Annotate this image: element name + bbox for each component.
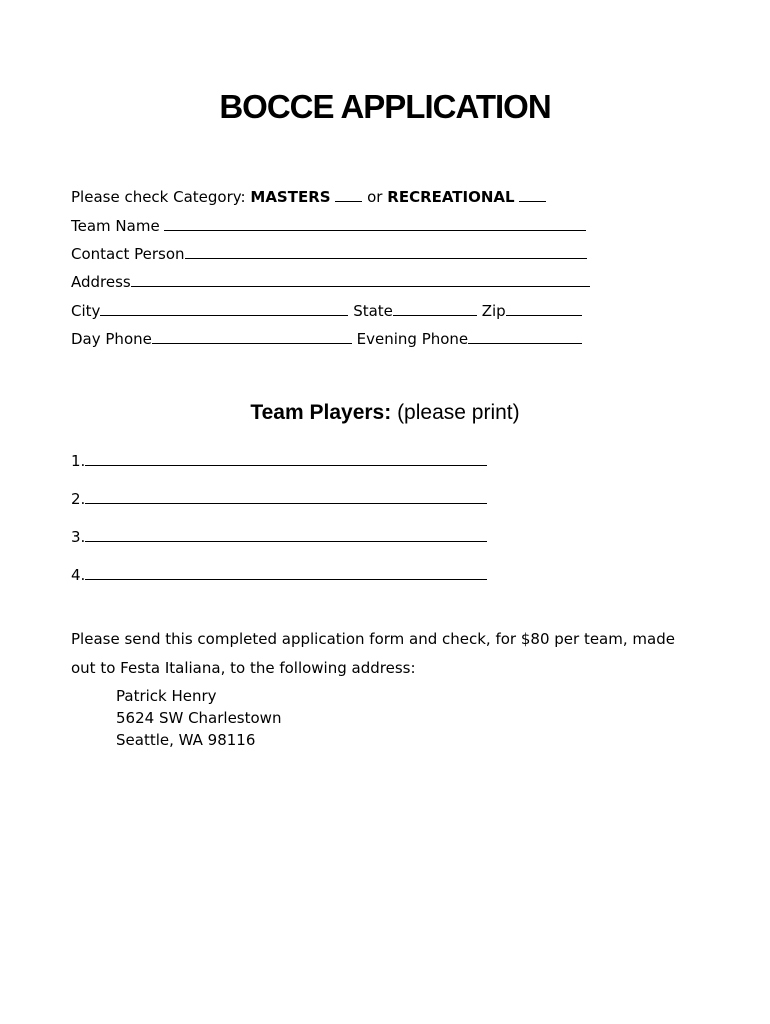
- player-row: [71, 489, 487, 509]
- contact-person-label: Contact Person: [71, 245, 185, 263]
- state-field[interactable]: [393, 302, 477, 316]
- category-row: [71, 187, 546, 207]
- players-heading-bold: Team Players:: [250, 401, 392, 424]
- category-prompt: Please check Category:: [71, 188, 246, 206]
- contact-person-field[interactable]: [185, 245, 587, 259]
- evening-phone-label: Evening Phone: [356, 330, 469, 348]
- player-field[interactable]: [85, 528, 487, 542]
- masters-check-blank[interactable]: [335, 188, 362, 202]
- page-title: BOCCE APPLICATION: [219, 88, 551, 125]
- player-field[interactable]: [85, 566, 487, 580]
- player-number: 1.: [71, 452, 86, 470]
- players-heading: [0, 401, 770, 425]
- city-field[interactable]: [100, 302, 348, 316]
- or-label: or: [367, 188, 383, 206]
- player-number: 4.: [71, 566, 86, 584]
- day-phone-field[interactable]: [152, 330, 352, 344]
- address-field[interactable]: [131, 273, 590, 287]
- players-heading-note: (please print): [397, 401, 520, 424]
- player-field[interactable]: [85, 452, 487, 466]
- player-row: [71, 451, 487, 471]
- phone-row: [71, 329, 582, 349]
- city-state-zip-row: [71, 301, 582, 321]
- state-label: State: [353, 302, 393, 320]
- address-label: Address: [71, 273, 131, 291]
- player-row: [71, 565, 487, 585]
- mailing-street: 5624 SW Charlestown: [116, 709, 282, 727]
- mailing-city-state-zip: Seattle, WA 98116: [116, 731, 256, 749]
- instructions-line-2: out to Festa Italiana, to the following address:: [71, 659, 416, 677]
- evening-phone-field[interactable]: [468, 330, 582, 344]
- team-name-row: [71, 216, 586, 236]
- player-row: [71, 527, 487, 547]
- day-phone-label: Day Phone: [71, 330, 152, 348]
- recreational-check-blank[interactable]: [519, 188, 546, 202]
- recreational-label: RECREATIONAL: [387, 188, 515, 206]
- team-name-field[interactable]: [164, 217, 586, 231]
- city-label: City: [71, 302, 101, 320]
- zip-label: Zip: [481, 302, 506, 320]
- mailing-name: Patrick Henry: [116, 687, 217, 705]
- masters-label: MASTERS: [250, 188, 331, 206]
- instructions-line-1: Please send this completed application form and check, for $80 per team, made: [71, 630, 675, 648]
- player-number: 2.: [71, 490, 86, 508]
- address-row: [71, 272, 590, 292]
- player-number: 3.: [71, 528, 86, 546]
- zip-field[interactable]: [506, 302, 582, 316]
- contact-person-row: [71, 244, 587, 264]
- player-field[interactable]: [85, 490, 487, 504]
- team-name-label: Team Name: [71, 217, 160, 235]
